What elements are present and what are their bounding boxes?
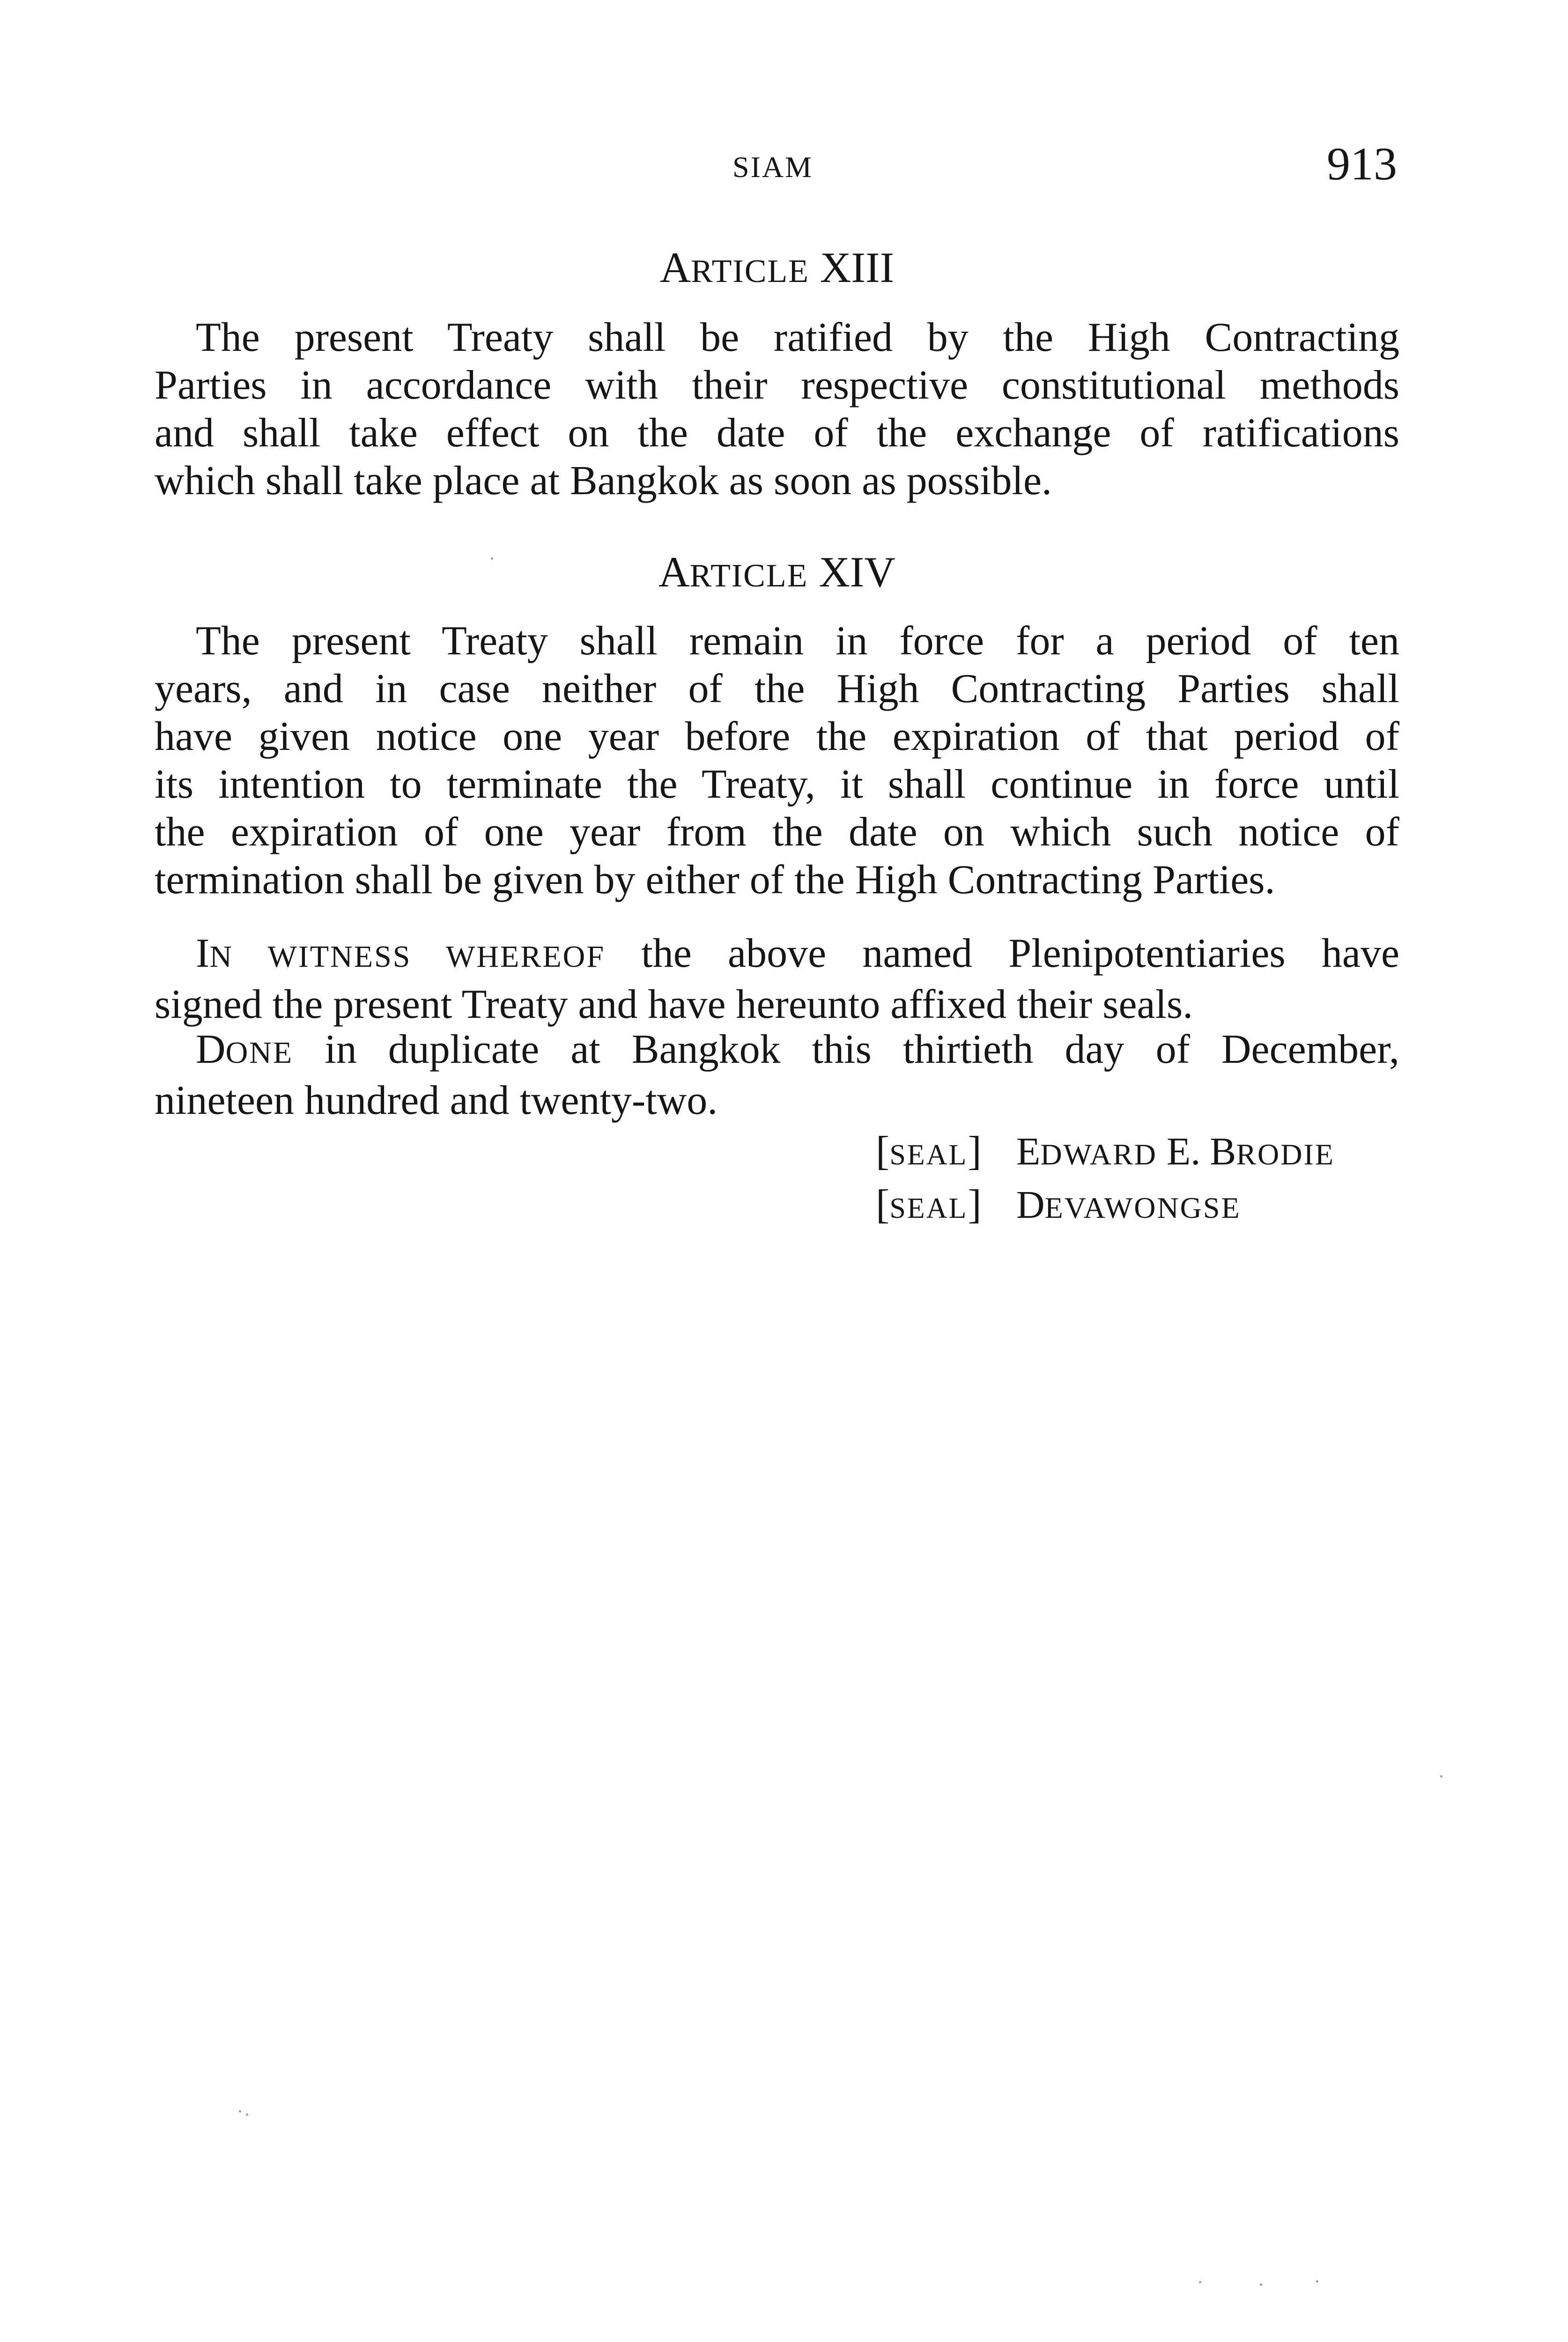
scan-speck	[1260, 2283, 1262, 2286]
scan-speck	[1199, 2281, 1201, 2283]
done-line: nineteen hundred and twenty-two.	[155, 1078, 718, 1123]
scan-speck	[1440, 1775, 1442, 1778]
article-xiii-line: Parties in accordance with their respective constitutional methods	[155, 363, 1399, 408]
article-xiv-line: the expiration of one year from the date on which such notice of	[155, 809, 1399, 855]
running-head: SIAM	[732, 150, 814, 184]
article-xiii-line: and shall take effect on the date of the exchange of ratifications	[155, 410, 1399, 456]
article-xiii-line: which shall take place at Bangkok as soon as possible.	[155, 458, 1052, 504]
article-xiv-text	[155, 617, 1399, 904]
scan-speck	[1316, 2280, 1318, 2283]
article-xiv-line: termination shall be given by either of the High Contracting Parties.	[155, 857, 1275, 903]
signature-row	[876, 1180, 1335, 1233]
signature-row	[876, 1127, 1335, 1180]
article-xiv-heading: ARTICLE XIV	[658, 548, 895, 596]
seal-mark: [SEAL]	[876, 1182, 982, 1227]
signatory-name: EDWARD E. BRODIE	[1016, 1130, 1335, 1173]
scan-speck	[491, 557, 493, 560]
article-xiii-line: The present Treaty shall be ratified by the High Contracting	[196, 315, 1399, 360]
article-xiii-heading: ARTICLE XIII	[659, 244, 895, 291]
witness-clause	[155, 930, 1399, 1029]
page-number: 913	[1327, 138, 1397, 190]
signatory-name: DEVAWONGSE	[1016, 1183, 1241, 1227]
signature-block	[876, 1127, 1335, 1233]
article-xiii-text	[155, 314, 1399, 505]
article-xiv-line: The present Treaty shall remain in force for a period of ten	[196, 618, 1399, 664]
scan-speck	[246, 2113, 248, 2116]
witness-line: signed the present Treaty and have hereunto affixed their seals.	[155, 982, 1193, 1027]
witness-line: IN WITNESS WHEREOF the above named Plenipotentiaries have	[196, 931, 1400, 976]
seal-mark: [SEAL]	[876, 1128, 982, 1174]
scan-speck	[239, 2110, 241, 2112]
done-clause	[155, 1026, 1399, 1125]
done-line: DONE in duplicate at Bangkok this thirtieth day of December,	[196, 1027, 1399, 1072]
article-xiv-line: its intention to terminate the Treaty, it shall continue in force until	[155, 762, 1399, 807]
article-xiv-line: years, and in case neither of the High Contracting Parties shall	[155, 666, 1399, 711]
article-xiv-line: have given notice one year before the expiration of that period of	[155, 714, 1399, 759]
